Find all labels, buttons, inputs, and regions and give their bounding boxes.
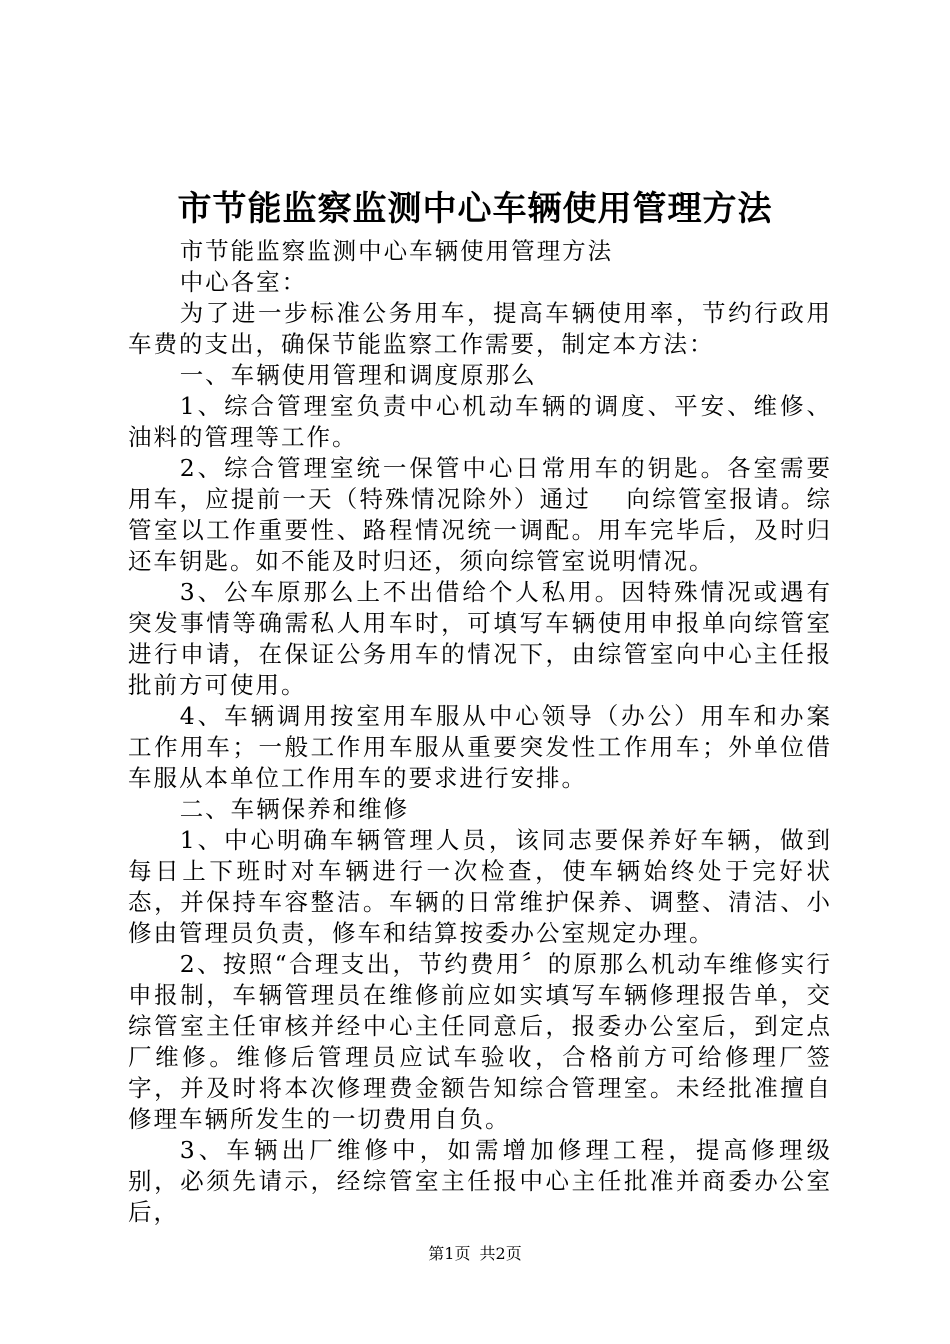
paragraph-item: 3、公车原那么上不出借给个人私用。因特殊情况或遇有突发事情等确需私人用车时，可填写车辆使用申报单向综管室进行申请，在保证公务用车的情况下，由综管室向中心主任报批前方可使用。 [128, 578, 832, 699]
section-heading-1: 一、车辆使用管理和调度原那么 [179, 361, 537, 389]
paragraph-item: 3、车辆出厂维修中，如需增加修理工程，提高修理级别，必须先请示，经综管室主任报中心主任批准并商委办公室后， [128, 1136, 832, 1226]
section-heading-2: 二、车辆保养和维修 [179, 795, 410, 823]
paragraph-item: 4、车辆调用按室用车服从中心领导（办公）用车和办案工作用车；一般工作用车服从重要突发性工作用车；外单位借车服从本单位工作用车的要求进行安排。 [128, 702, 832, 792]
paragraph-item: 1、中心明确车辆管理人员，该同志要保养好车辆，做到每日上下班时对车辆进行一次检查，使车辆始终处于完好状态，并保持车容整洁。车辆的日常维护保养、调整、清洁、小修由管理员负责，修车和结算按委办公室规定办理。 [128, 826, 832, 947]
document-title: 市节能监察监测中心车辆使用管理方法 [177, 189, 773, 229]
paragraph-item: 2、按照“合理支出，节约费用〞的原那么机动车维修实行申报制，车辆管理员在维修前应如实填写车辆修理报告单，交综管室主任审核并经中心主任同意后，报委办公室后，到定点厂维修。维修后管理员应试车验收，合格前方可给修理厂签字，并及时将本次修理费金额告知综合管理室。未经批准擅自修理车辆所发生的一切费用自负。 [128, 950, 832, 1133]
paragraph-intro: 为了进一步标准公务用车，提高车辆使用率，节约行政用车费的支出，确保节能监察工作需要，制定本方法： [128, 299, 832, 358]
paragraph-item: 2、综合管理室统一保管中心日常用车的钥匙。各室需要用车，应提前一天（特殊情况除外）通过 向综管室报请。综管室以工作重要性、路程情况统一调配。用车完毕后，及时归还车钥匙。如不能及时归还，须向综管室说明情况。 [128, 454, 832, 575]
paragraph-item: 1、综合管理室负责中心机动车辆的调度、平安、维修、油料的管理等工作。 [128, 392, 832, 451]
document-body [128, 236, 832, 1228]
page-total: 共2页 [479, 1244, 522, 1263]
paragraph-subtitle: 市节能监察监测中心车辆使用管理方法 [179, 237, 614, 265]
paragraph-salutation: 中心各室： [179, 268, 308, 296]
page-footer [0, 1243, 950, 1265]
page-number: 第1页 [428, 1244, 471, 1263]
